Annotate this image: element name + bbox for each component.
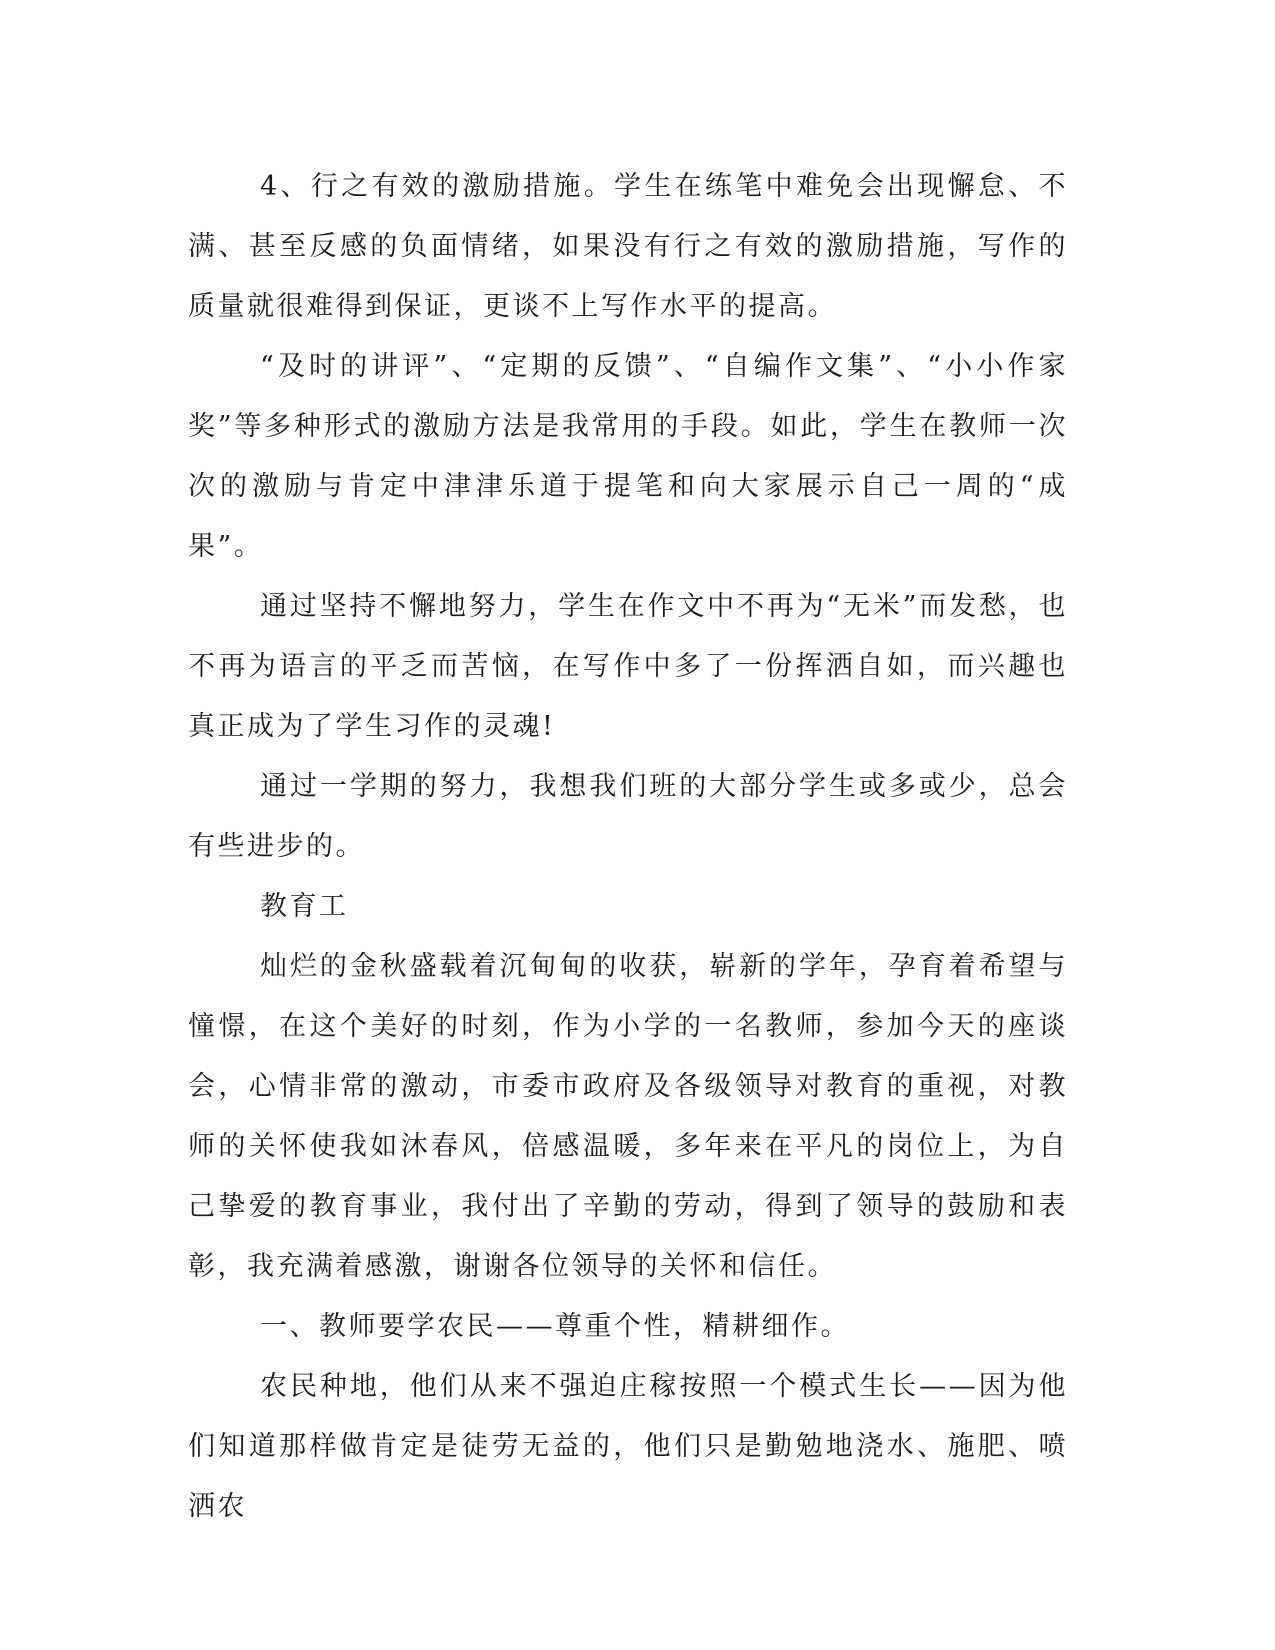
paragraph-incentive-methods: “及时的讲评”、“定期的反馈”、“自编作文集”、“小小作家奖”等多种形式的激励方法是我常用的手段。如此，学生在教师一次次的激励与肯定中津津乐道于提笔和向大家展示自己一周的“成果”。 — [188, 351, 1068, 562]
section-heading: 教育工 — [260, 891, 349, 922]
paragraph-perseverance: 通过坚持不懈地努力，学生在作文中不再为“无米”而发愁，也不再为语言的平乏而苦恼，在写作中多了一份挥洒自如，而兴趣也真正成为了学生习作的灵魂! — [188, 591, 1068, 742]
paragraph-farmers: 农民种地，他们从来不强迫庄稼按照一个模式生长——因为他们知道那样做肯定是徒劳无益的，他们只是勤勉地浇水、施肥、喷洒农 — [188, 1371, 1068, 1522]
paragraph-golden-autumn: 灿烂的金秋盛载着沉甸甸的收获，崭新的学年，孕育着希望与憧憬，在这个美好的时刻，作为小学的一名教师，参加今天的座谈会，心情非常的激动，市委市政府及各级领导对教育的重视，对教师的关怀使我如沐春风，倍感温暖，多年来在平凡的岗位上，为自己挚爱的教育事业，我付出了辛勤的劳动，得到了领导的鼓励和表彰，我充满着感激，谢谢各位领导的关怀和信任。 — [188, 951, 1068, 1282]
paragraph-semester-progress: 通过一学期的努力，我想我们班的大部分学生或多或少，总会有些进步的。 — [188, 771, 1068, 862]
subheading-learn-from-farmers: 一、教师要学农民——尊重个性，精耕细作。 — [260, 1311, 850, 1342]
document-body — [188, 157, 1068, 1537]
paragraph-incentive-measures: 4、行之有效的激励措施。学生在练笔中难免会出现懈怠、不满、甚至反感的负面情绪，如果没有行之有效的激励措施，写作的质量就很难得到保证，更谈不上写作水平的提高。 — [188, 171, 1068, 322]
